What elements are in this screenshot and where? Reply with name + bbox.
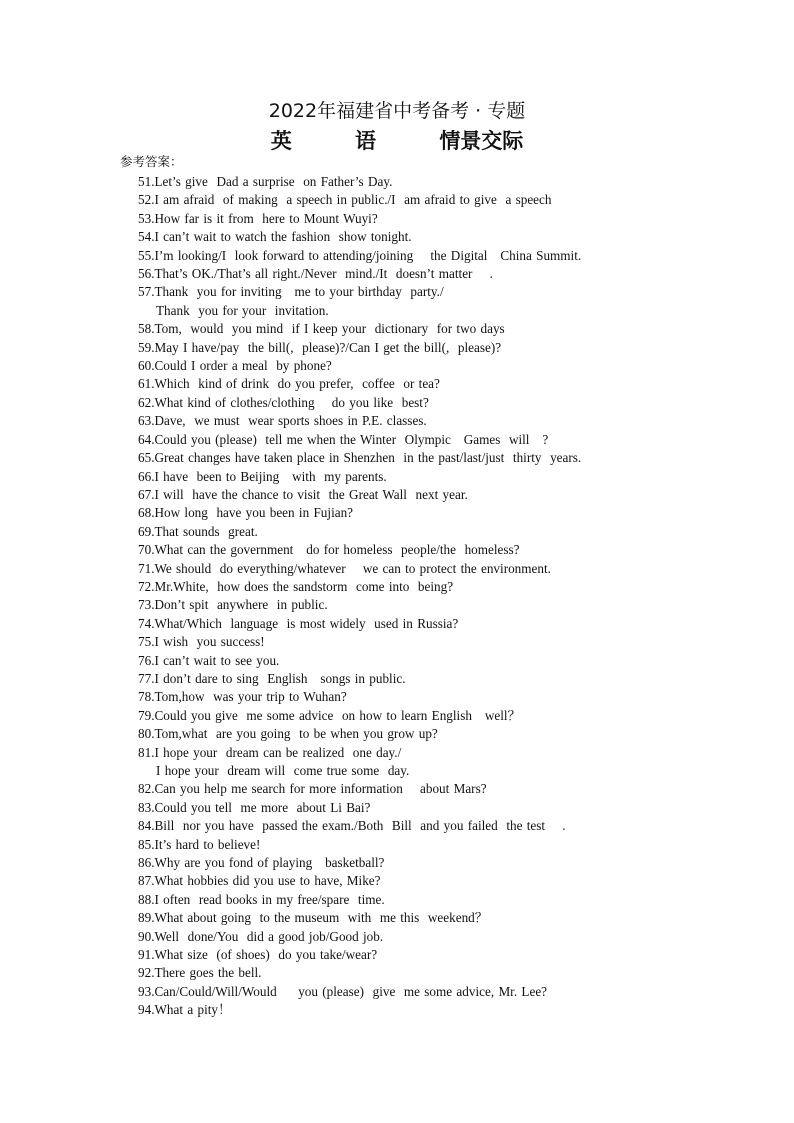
answer-line: 78.Tom,how was your trip to Wuhan?: [138, 689, 347, 705]
answer-line: 82.Can you help me search for more information about Mars?: [138, 781, 487, 797]
answer-line: 58.Tom, would you mind if I keep your dictionary for two days: [138, 321, 505, 337]
answer-line: 92.There goes the bell.: [138, 965, 262, 981]
answer-line: 87.What hobbies did you use to have, Mike?: [138, 873, 381, 889]
answer-line: 74.What/Which language is most widely used in Russia?: [138, 615, 459, 631]
answer-line: 77.I don’t dare to sing English songs in public.: [138, 670, 406, 686]
answer-line: 73.Don’t spit anywhere in public.: [138, 597, 328, 613]
answer-line: 59.May I have/pay the bill(, please)?/Can I get the bill(, please)?: [138, 339, 502, 355]
subtitle-part-3: 情景交际: [439, 129, 524, 153]
answer-line: 54.I can’t wait to watch the fashion show tonight.: [138, 229, 412, 245]
answer-line: 94.What a pity！: [138, 1002, 232, 1018]
answer-line: 79.Could you give me some advice on how to learn English well？: [138, 707, 521, 723]
answer-line-continuation: Thank you for your invitation.: [156, 302, 329, 318]
answers-label: 参考答案：: [120, 154, 183, 169]
answer-line: 64.Could you (please) tell me when the Winter Olympic Games will ?: [138, 431, 549, 447]
answer-line: 61.Which kind of drink do you prefer, coffee or tea?: [138, 376, 440, 392]
answer-line: 91.What size (of shoes) do you take/wear?: [138, 947, 378, 963]
answer-line: 62.What kind of clothes/clothing do you like best?: [138, 394, 429, 410]
answer-list: [138, 173, 778, 1020]
answer-line: 83.Could you tell me more about Li Bai?: [138, 799, 371, 815]
answer-line: 93.Can/Could/Will/Would you (please) give me some advice, Mr. Lee?: [138, 983, 548, 999]
document-title: 2022年福建省中考备考 · 专题: [268, 100, 526, 122]
answer-line: 55.I’m looking/I look forward to attending/joining the Digital China Summit.: [138, 247, 582, 263]
answer-line: 89.What about going to the museum with me this weekend？: [138, 910, 488, 926]
answer-line: 81.I hope your dream can be realized one day./: [138, 744, 402, 760]
answer-line: 51.Let’s give Dad a surprise on Father’s Day.: [138, 174, 393, 189]
answer-line: 76.I can’t wait to see you.: [138, 652, 280, 668]
answer-line: 68.How long have you been in Fujian?: [138, 505, 354, 521]
answer-line: 66.I have been to Beijing with my parents.: [138, 468, 387, 484]
answer-line: 85.It’s hard to believe!: [138, 836, 261, 852]
answer-line: 67.I will have the chance to visit the Great Wall next year.: [138, 486, 468, 502]
answer-line: 72.Mr.White, how does the sandstorm come into being?: [138, 578, 454, 594]
document-subtitle: [0, 127, 794, 155]
subtitle-part-2: 语: [355, 129, 376, 153]
answer-line-continuation: I hope your dream will come true some day.: [156, 763, 410, 778]
answer-line: 90.Well done/You did a good job/Good job.: [138, 928, 384, 944]
answer-line: 63.Dave, we must wear sports shoes in P.E. classes.: [138, 413, 427, 429]
answer-line: 84.Bill nor you have passed the exam./Both Bill and you failed the test .: [138, 818, 566, 834]
answer-line: 53.How far is it from here to Mount Wuyi?: [138, 210, 378, 226]
answer-line: 60.Could I order a meal by phone?: [138, 358, 332, 374]
answer-line: 57.Thank you for inviting me to your birthday party./: [138, 284, 444, 300]
answer-line: 86.Why are you fond of playing basketball?: [138, 855, 385, 871]
answer-line: 71.We should do everything/whatever we can to protect the environment.: [138, 560, 551, 576]
answer-line: 88.I often read books in my free/spare time.: [138, 891, 385, 907]
answer-line: 75.I wish you success!: [138, 634, 265, 650]
answer-line: 80.Tom,what are you going to be when you grow up?: [138, 726, 438, 742]
answer-line: 69.That sounds great.: [138, 523, 258, 539]
answer-line: 70.What can the government do for homeless people/the homeless?: [138, 542, 520, 558]
answer-line: 65.Great changes have taken place in Shenzhen in the past/last/just thirty years.: [138, 450, 582, 466]
answer-line: 56.That’s OK./That’s all right./Never mind./It doesn’t matter .: [138, 266, 493, 282]
answer-line: 52.I am afraid of making a speech in public./I am afraid to give a speech: [138, 192, 552, 208]
subtitle-part-1: 英: [270, 129, 292, 153]
